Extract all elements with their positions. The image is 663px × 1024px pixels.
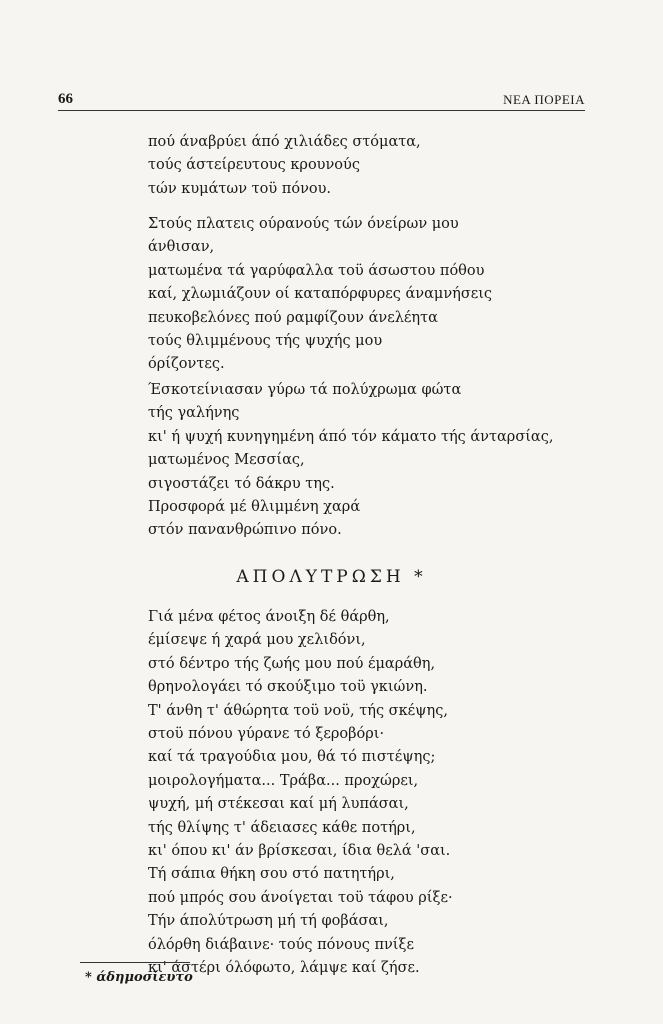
verse-line: πού μπρός σου άνοίγεται τοϋ τάφου ρίξε· [148,889,453,906]
verse-line: καί, χλωμιάζουν οί καταπόρφυρες άναμνήσεις [148,286,493,303]
page-header [58,88,585,111]
verse-line: Προσφορά μέ θλιμμένη χαρά [148,499,361,516]
verse-line: πευκοβελόνες πού ραμφίζουν άνελέητα [148,309,438,326]
verse-line: τών κυμάτων τοϋ πόνου. [148,180,332,197]
verse-line: ματωμένος Μεσσίας, [148,452,305,469]
verse-line: Τ' άνθη τ' άθώρητα τοϋ νοϋ, τής σκέψης, [148,702,448,719]
verse-line: κι' όπου κι' άν βρίσκεσαι, ίδια θελά 'σαι. [148,843,451,860]
verse-line: άνθισαν, [148,239,215,256]
verse-line: τής θλίψης τ' άδειασες κάθε ποτήρι, [148,819,416,836]
verse-line: έμίσεψε ή χαρά μου χελιδόνι, [148,632,366,649]
verse-line: μοιρολογήματα... Τράβα... προχώρει, [148,772,419,789]
poem1-stanza1 [148,131,421,201]
verse-line: όλόρθη διάβαινε· τούς πόνους πνίξε [148,936,414,953]
verse-line: πού άναβρύει άπό χιλιάδες στόματα, [148,134,421,150]
verse-line: σιγοστάζει τό δάκρυ της. [148,475,335,492]
verse-line: Τήν άπολύτρωση μή τή φοβάσαι, [148,913,389,930]
footnote: * άδημοσίευτο [85,970,193,985]
verse-line: θρηνολογάει τό σκούξιμο τοϋ γκιώνη. [148,679,428,696]
verse-line: Στούς πλατεις ούρανούς τών όνείρων μου [148,216,459,232]
poem1-stanza3 [148,379,553,543]
verse-line: στό δέντρο τής ζωής μου πού έμαράθη, [148,655,436,672]
verse-line: στόν πανανθρώπινο πόνο. [148,522,342,539]
verse-line: ματωμένα τά γαρύφαλλα τοϋ άσωστου πόθου [148,262,485,279]
verse-line: τούς θλιμμένους τής ψυχής μου [148,333,383,350]
verse-line: όρίζοντες. [148,356,225,373]
poem-title: ΑΠΟΛΥΤΡΩΣΗ * [236,567,427,587]
footnote-divider [80,962,190,963]
verse-line: τής γαλήνης [148,405,240,422]
verse-line: Έσκοτείνιασαν γύρω τά πολύχρωμα φώτα [148,382,462,398]
page-number: 66 [58,91,73,107]
verse-line: Τή σάπια θήκη σου στό πατητήρι, [148,866,395,883]
poem2-verses [148,606,453,981]
verse-line: κι' ή ψυχή κυνηγημένη άπό τόν κάματο τής άνταρσίας, [148,428,554,445]
verse-line: κι' άστέρι όλόφωτο, λάμψε καί ζήσε. [148,960,420,977]
verse-line: ψυχή, μή στέκεσαι καί μή λυπάσαι, [148,796,409,813]
verse-line: τούς άστείρευτους κρουνούς [148,157,360,174]
running-head: ΝΕΑ ΠΟΡΕΙΑ [503,92,585,107]
verse-line: στοϋ πόνου γύρανε τό ξεροβόρι· [148,726,385,743]
verse-line: Γιά μένα φέτος άνοιξη δέ θάρθη, [148,609,390,625]
verse-line: καί τά τραγούδια μου, θά τό πιστέψης; [148,749,436,766]
poem1-stanza2 [148,213,492,377]
